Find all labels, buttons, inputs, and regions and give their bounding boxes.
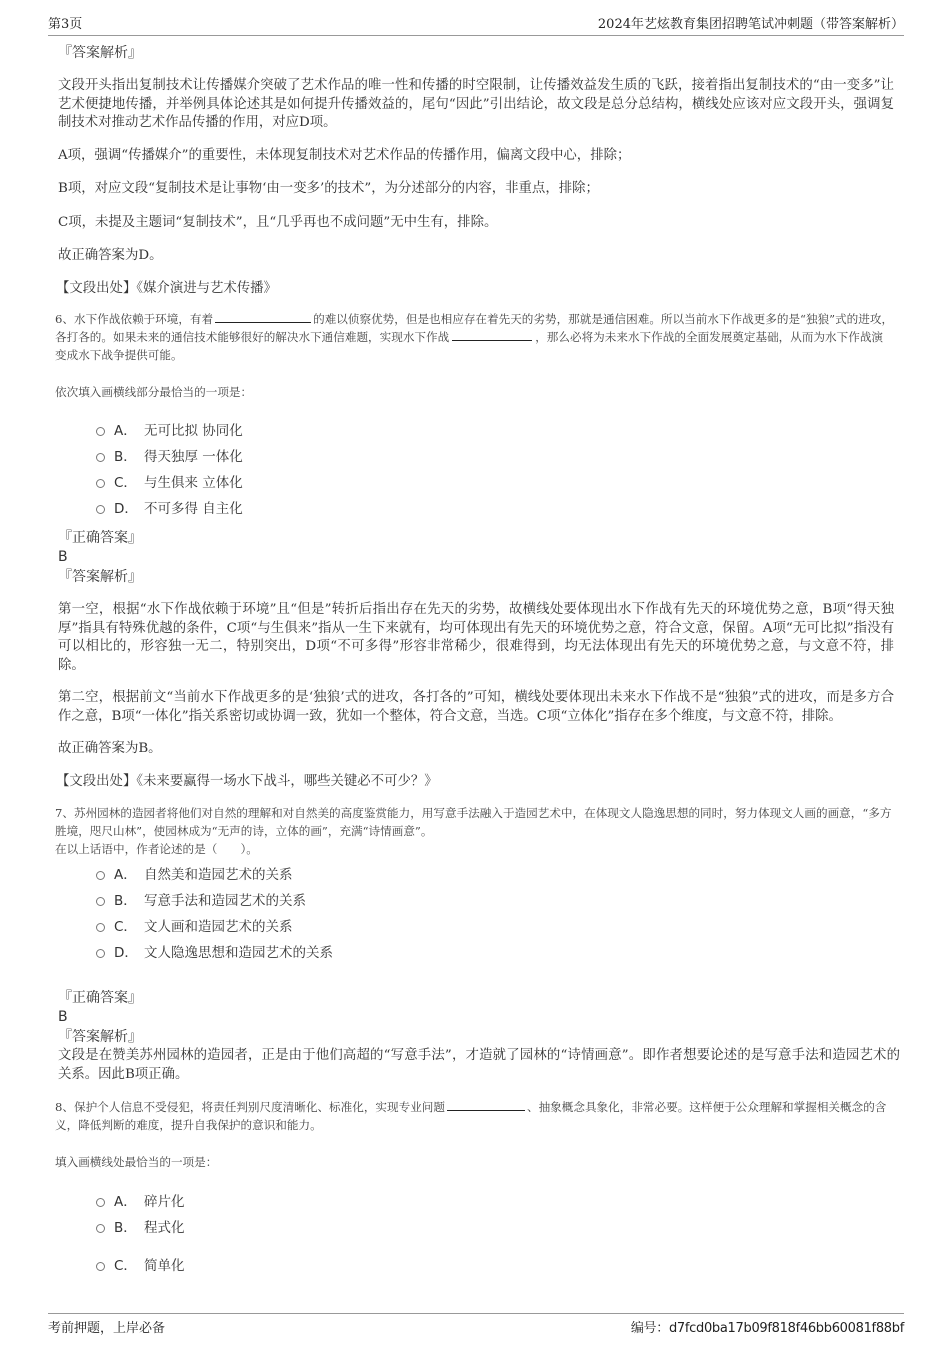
option-b[interactable]: B． 得天独厚 一体化 [0,444,950,470]
correct-answer: B [58,1009,68,1025]
stem-part: 、抽象概念具象化，非常必要。这样便于公众理解和掌握相关概念的含义，降低判断的难度，提升自我保护的意识和能力。 [55,1100,887,1132]
stem-part: 的难以侦察优势，但是也相应存在着先天的劣势，那就是通信困难。所以当前水下作战更多的是“独狼”式的进攻，各打各的。如果未来的通信技术能够很好的解决水下通信难题，实现水下作战 [55,312,894,344]
radio-icon[interactable] [96,897,105,906]
radio-icon[interactable] [96,479,105,488]
option-b[interactable]: B． 程式化 [0,1215,950,1241]
radio-icon[interactable] [96,453,105,462]
correct-answer-label: 『正确答案』 [58,990,142,1006]
fill-blank [452,328,532,341]
options-list [0,1189,950,1279]
question-stem [0,1098,950,1134]
document-title: 2024年艺炫教育集团招聘笔试冲刺题（带答案解析） [597,17,904,32]
question-stem [0,310,950,364]
question-prompt: 填入画横线处最恰当的一项是： [55,1155,218,1169]
analysis-paragraph: 文段是在赞美苏州园林的造园者，正是由于他们高超的“写意手法”，才造就了园林的“诗情画意”。即作者想要论述的是写意手法和造园艺术的关系。因此B项正确。 [58,1048,900,1082]
footer-slogan: 考前押题，上岸必备 [48,1321,166,1336]
options-list [0,862,950,966]
page-footer [48,1313,904,1336]
radio-icon[interactable] [96,923,105,932]
option-a[interactable]: A． 无可比拟 协同化 [0,418,950,444]
options-list [0,418,950,522]
radio-icon[interactable] [96,949,105,958]
radio-icon[interactable] [96,427,105,436]
answer-analysis-label: 『答案解析』 [58,45,142,61]
option-d[interactable]: D． 文人隐逸思想和造园艺术的关系 [0,940,950,966]
document-code: 编号：d7fcd0ba17b09f818f46bb60081f88bf [630,1321,904,1336]
correct-answer: B [58,549,68,565]
correct-answer-label: 『正确答案』 [58,530,142,546]
option-c[interactable]: C． 与生俱来 立体化 [0,470,950,496]
answer-analysis-label: 『答案解析』 [58,1029,142,1045]
analysis-paragraph: A项，强调“传播媒介”的重要性，未体现复制技术对艺术作品的传播作用，偏离文段中心，排除； [58,147,631,163]
analysis-paragraph: 文段开头指出复制技术让传播媒介突破了艺术作品的唯一性和传播的时空限制，让传播效益发生质的飞跃，接着指出复制技术的“由一变多”让艺术便捷地传播，并举例具体论述其是如何提升传播效益的，尾句“因此”引出结论，故文段是总分总结构，横线处应该对应文段开头，强调复制技术对推动艺术作品传播的作用，对应D项。 [58,78,894,130]
option-d[interactable]: D． 不可多得 自主化 [0,496,950,522]
option-c[interactable]: C． 文人画和造园艺术的关系 [0,914,950,940]
radio-icon[interactable] [96,1262,105,1271]
fill-blank [215,310,311,323]
stem-part: 6、水下作战依赖于环境，有着 [55,312,214,326]
analysis-paragraph: B项，对应文段“复制技术是让事物‘由一变多’的技术”，为分述部分的内容，非重点，排除； [58,181,599,196]
analysis-paragraph: C项，未提及主题词“复制技术”，且“几乎再也不成问题”无中生有，排除。 [58,214,498,230]
fill-blank [447,1098,525,1111]
radio-icon[interactable] [96,1224,105,1233]
stem-part: ，那么必将为未来水下作战的全面发展奠定基础，从而为水下作战演变成水下战争提供可能。 [55,330,884,362]
radio-icon[interactable] [96,871,105,880]
source-citation: 【文段出处】《媒介演进与艺术传播》 [56,280,277,296]
option-a[interactable]: A． 自然美和造园艺术的关系 [0,862,950,888]
option-a[interactable]: A． 碎片化 [0,1189,950,1215]
page-number: 第3页 [48,17,83,32]
analysis-paragraph: 第二空，根据前文“当前水下作战更多的是‘独狼’式的进攻，各打各的”可知，横线处要体现出未来水下作战不是“独狼”式的进攻，而是多方合作之意，B项“一体化”指关系密切或协调一致，犹如一个整体，符合文意，当选。C项“立体化”指存在多个维度，与文意不符，排除。 [58,690,894,724]
source-citation: 【文段出处】《未来要赢得一场水下战斗，哪些关键必不可少？》 [56,773,438,789]
radio-icon[interactable] [96,505,105,514]
option-c[interactable]: C． 简单化 [0,1253,950,1279]
question-prompt: 在以上话语中，作者论述的是（ ）。 [55,842,258,856]
conclusion: 故正确答案为D。 [58,248,163,263]
analysis-paragraph: 第一空，根据“水下作战依赖于环境”且“但是”转折后指出存在先天的劣势，故横线处要体现出水下作战有先天的环境优势之意，B项“得天独厚”指具有特殊优越的条件，C项“与生俱来”指从一生下来就有，均可体现出有先天的环境优势之意，符合文意，保留。A项“无可比拟”指没有可以相比的，形容独一无二，特别突出，D项“不可多得”形容非常稀少，很难得到，均无法体现出有先天的环境优势之意，与文意不符，排除。 [58,602,894,673]
question-stem: 7、苏州园林的造园者将他们对自然的理解和对自然美的高度鉴赏能力，用写意手法融入于造园艺术中，在体现文人隐逸思想的同时，努力体现文人画的画意，“多方胜境，咫尺山林”，使园林成为“无声的诗，立体的画”，充满“诗情画意”。 [55,806,892,838]
option-b[interactable]: B． 写意手法和造园艺术的关系 [0,888,950,914]
page-content [0,44,950,1279]
conclusion: 故正确答案为B。 [58,741,162,756]
page-header [48,13,904,36]
stem-part: 8、保护个人信息不受侵犯，将责任判别尺度清晰化、标准化，实现专业问题 [55,1100,445,1114]
answer-analysis-label: 『答案解析』 [58,569,142,585]
question-prompt: 依次填入画横线部分最恰当的一项是： [55,385,253,399]
radio-icon[interactable] [96,1198,105,1207]
